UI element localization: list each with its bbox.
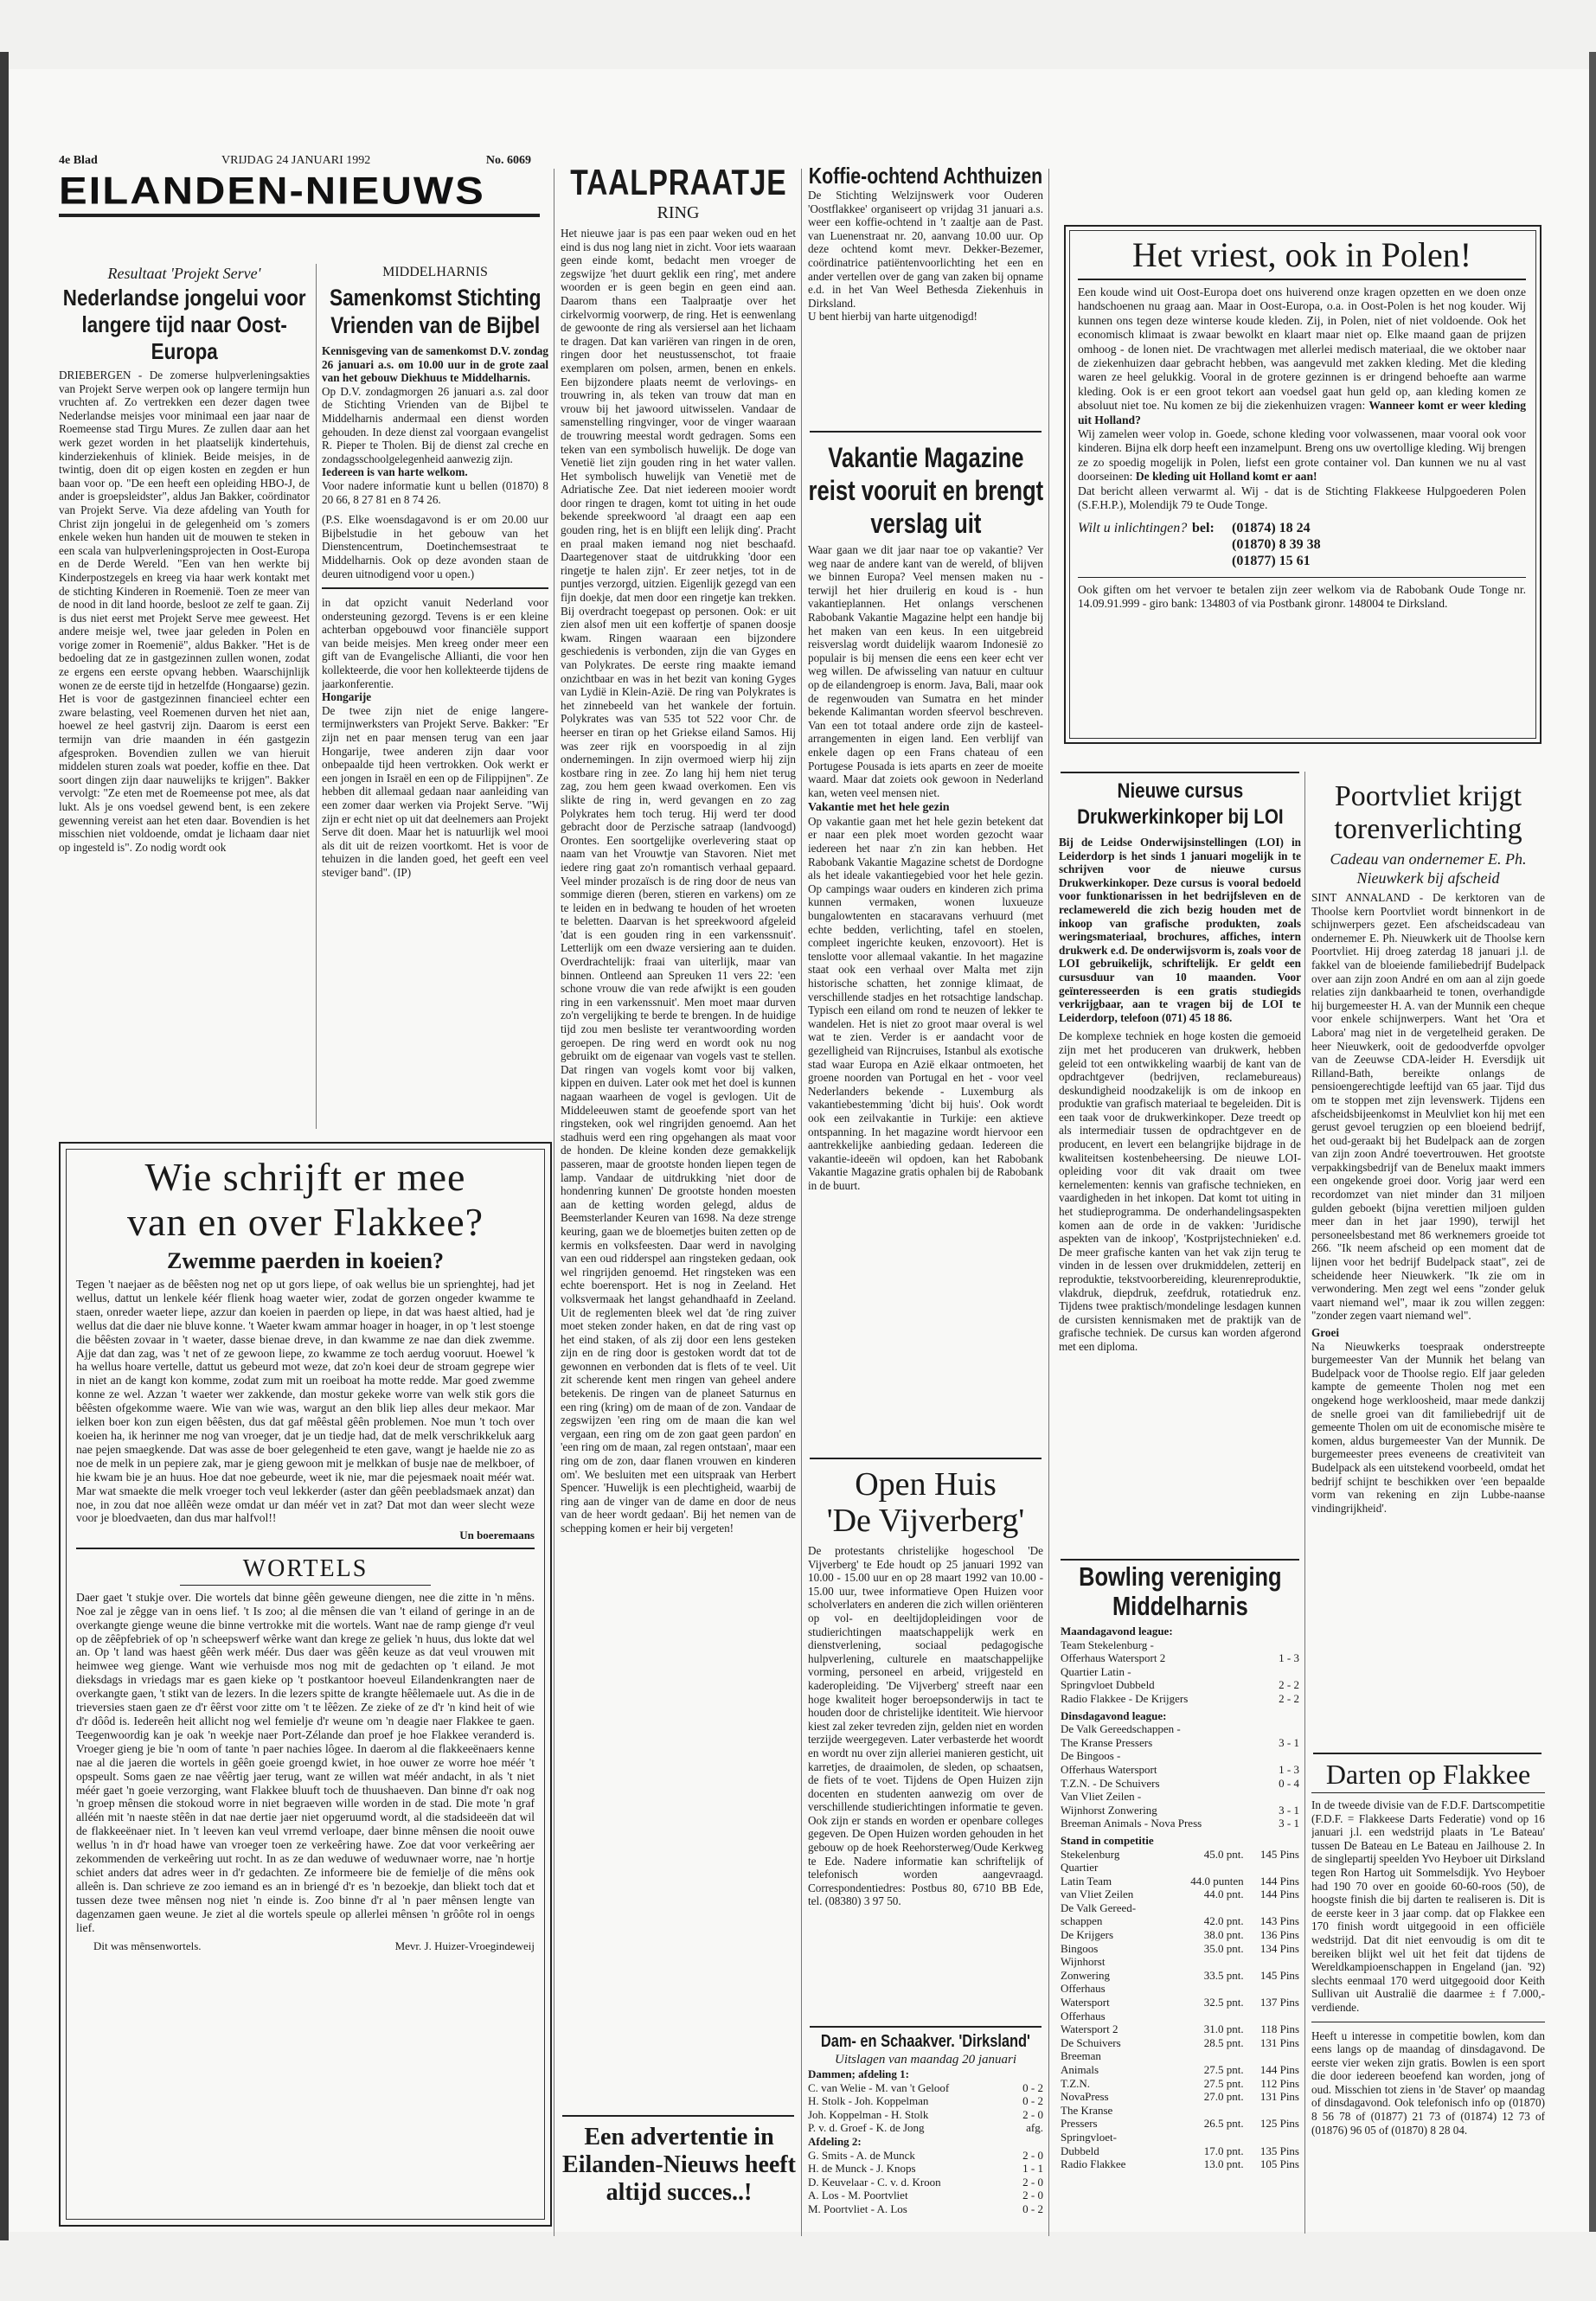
vriest-tel-label: bel:	[1192, 520, 1215, 535]
table-cell	[1244, 1901, 1299, 1915]
table-row	[1061, 2131, 1299, 2144]
bowling-rule	[1061, 1559, 1299, 1561]
table-cell: Van Vliet Zeilen -	[1061, 1790, 1142, 1804]
openhuis-rule	[810, 1458, 1042, 1459]
table-cell: 31.0 pnt.	[1203, 2022, 1244, 2036]
table-cell: 45.0 pnt.	[1203, 1847, 1244, 1861]
table-cell: 3 - 1	[1279, 1735, 1299, 1749]
table-cell: 44.0 pnt.	[1203, 1888, 1244, 1901]
table-cell	[1168, 1861, 1243, 1875]
table-cell: Offerhaus	[1061, 1982, 1106, 1996]
table-cell: T.Z.N.	[1061, 2076, 1091, 2090]
table-cell: 1 - 1	[1022, 2162, 1043, 2176]
vriest-text-block	[1078, 285, 1526, 427]
loi-rule	[1061, 772, 1299, 773]
table-cell: 0 - 2	[1022, 2202, 1043, 2215]
wortels-rule	[180, 1585, 431, 1586]
table-cell: 0 - 2	[1022, 2080, 1043, 2094]
table-row	[1061, 1651, 1299, 1665]
table-row	[1061, 1861, 1299, 1875]
column-divider	[316, 264, 317, 1129]
bowling-heading-2: Dinsdagavond league:	[1061, 1708, 1167, 1722]
column-divider	[1048, 169, 1049, 2236]
table-cell	[1244, 2009, 1299, 2023]
loi-lead: Bij de Leidse Onderwijsinstellingen (LOI) in Leiderdorp is het sinds 1 januari mogelijk in te schrijven voor de nieuwe cursus Drukwerkinkoper. Deze cursus is vooral bedoeld voor funktionarissen in het bedrijfsleven en de reclamewereld die zich bezig houden met de inkoop van grafische produkten, zoals weringsmateriaal, brochures, affiches, intern drukwerk e.d. De onderwijsvorm is, zoals voor de LOI gebruikelijk, schriftelijk. Er geldt een cursusduur van 10 maanden. Voor geïnteresseerden is een gratis studiegids verkrijgbaar, aan te vragen bij de LOI te Leiderdorp, telefoon (071) 45 18 86.	[1059, 836, 1301, 1024]
samenkomst-lead: Kennisgeving van de samenkomst D.V. zondag 26 januari a.s. om 10.00 uur in de grote zaal van het gebouw Diekhuus te Middelharnis.	[322, 344, 548, 385]
table-cell: 2 - 0	[1022, 2189, 1043, 2202]
table-cell: 137 Pins	[1259, 1996, 1299, 2009]
table-cell: Stekelenburg	[1061, 1847, 1120, 1861]
dam-table-2	[808, 2149, 1043, 2216]
table-row	[1061, 2063, 1299, 2077]
koffie-end: U bent hierbij van harte uitgenodigd!	[808, 310, 977, 324]
table-row	[1061, 1928, 1299, 1942]
table-row	[1061, 2049, 1299, 2063]
scan-border-left	[0, 52, 9, 2240]
phone-number: (01870) 8 39 38	[1232, 536, 1321, 552]
table-cell: Quartier	[1061, 1861, 1099, 1875]
table-cell: Breeman	[1061, 2049, 1101, 2063]
vriest-rule	[1078, 279, 1526, 280]
darten-title-rule	[1311, 1792, 1545, 1793]
table-cell	[1168, 1982, 1243, 1996]
bowling-heading-3: Stand in competitie	[1061, 1833, 1154, 1847]
table-row	[1061, 2036, 1299, 2050]
table-cell: 27.5 pnt.	[1203, 2063, 1244, 2076]
table-cell: Animals	[1061, 2063, 1099, 2076]
dam-sub: Uitslagen van maandag 20 januari	[835, 2053, 1016, 2067]
table-cell: De Valk Gereedschappen -	[1061, 1722, 1181, 1736]
table-row	[1061, 1914, 1299, 1928]
loi-title: Nieuwe cursus Drukwerkinkoper bij LOI	[1076, 779, 1284, 829]
koffie-title: Koffie-ochtend Achthuizen	[808, 163, 1043, 189]
table-cell	[1168, 2049, 1243, 2063]
table-row	[1061, 1942, 1299, 1956]
table-cell	[1168, 1955, 1243, 1969]
table-cell	[1244, 2049, 1299, 2063]
table-cell: 2 - 0	[1022, 2175, 1043, 2189]
table-cell	[1168, 2131, 1243, 2144]
table-cell: Bingoos	[1061, 1941, 1099, 1955]
poortvliet-text2: Na Nieuwkerks toespraak onderstreepte burgemeester Van der Munnik het belang van Budelpack voor de Thoolse regio. Elf jaar geleden kampte de gemeente Tholen nog met een ongekend hoge werkloosheid, maar mede dankzij de snelle groei van dit familiebedrijf uit de gemeente Tholen om uit de economische misère te komen, aldus burgemeester Van der Munnik. De burgemeester prees eveneens de creativiteit van Budelpack als een uitstekend voorbeeld, omdat het bedrijf schijnt te beschikken over 'een bepaalde vorm van rekening en zijn Lubbe-naanse vindingrijkheid'.	[1311, 1339, 1545, 1515]
table-cell	[1168, 1901, 1243, 1915]
hongarije-text: De twee zijn niet de enige langere-termijnwerksters van Projekt Serve. Bakker: "Er zijn net en paar mensen terug van een jaar Hongarije, twee anderen zijn daar voor onbepaalde tijd heen vertrokken. Ook werkt er een jongen in Israël en een op de Filippijnen". Ze hebben dit allemaal gedaan naar aanleiding van een zomer daar werken via Projekt Serve. "Wij zijn er echt niet op uit dat deelnemers aan Projekt Serve dit doen. Maar het is natuurlijk wel mooi als dit uit de reizen voortkomt. Het is voor de tehuizen in die landen goed, het geeft een veel steviger band". (IP)	[322, 703, 548, 879]
table-row	[1061, 2144, 1299, 2158]
serve-title: Nederlandse jongelui voor langere tijd naar Oost-Europa	[62, 285, 306, 364]
table-row	[1061, 1955, 1299, 1969]
vriest-footer-rule	[1078, 577, 1526, 578]
darten-text: In de tweede divisie van de F.D.F. Dartscompetitie (F.D.F. = Flakkeese Darts Federatie) vond op 16 januari j.l. een wedstrijd plaats in 'Le Bateau' tussen De Bateau en Le Bateau en Jailhouse 2. In de singlepartij speelden Yvo Heyboer uit Dirksland tegen Ron Hartog uit Sommelsdijk. Yvo Heyboer had 190 70 over en gooide 60-60-roos (50), de hoogste finish die bij darten te realiseren is. Dit is de eerste keer in 3 jaar comp. dat op Flakkee een 170 finish wordt uitgegooid in een officiële wedstrijd. Dat dit niet eenvoudig is om dit te bereiken blijkt wel uit het feit dat tijdens de Wereldkampioenschappen in Engeland (jan. '92) slechts eenmaal 170 werd uitgegooid door Keith Sullivan uit Australië die daarmee ± f 7.000,- verdiende.	[1311, 1798, 1545, 2014]
table-row	[1061, 2077, 1299, 2091]
table-row	[1061, 2009, 1299, 2023]
table-cell: P. v. d. Groef - K. de Jong	[808, 2121, 925, 2135]
samenkomst-place: MIDDELHARNIS	[382, 265, 488, 279]
table-cell: 2 - 2	[1279, 1691, 1299, 1705]
table-cell: Pressers	[1061, 2117, 1098, 2131]
vakantie-text2: Op vakantie gaan met het hele gezin betekent dat er naar een plek moet worden gezocht waar iedereen het naar z'n zin kan hebben. Het Rabobank Vakantie Magazine schetst de Dordogne als het ideale vakantiegebied voor het hele gezin. Op campings waar ouders en kinderen zich prima kunnen vermaken, wonen luxueuze bungalowtenten en stacaravans verhuurd (met echte bedden, verlichting, tafel en stoelen, compleet ingerichte keuken, enzovoort). Het is tenslotte voor allemaal vakantie. In het magazine staat ook een verhaal over Malta met zijn historische schatten, het zonnige klimaat, de verschillende stadjes en het rotsachtige landschap. Typisch een eiland om rond te neuzen of lekker te wandelen. Het is niet zo groot maar overal is wel wat te zien. Verder is er aandacht voor de gezelligheid van Rijncruises, Istanbul als exotische stad waar Europa en Azië elkaar ontmoeten, het groene noorden van Portugal en het - voor veel Nederlanders bekende - Luxemburg als vakantiebestemming 'dicht bij huis'. Ook wordt ook een zeilvakantie in Turkije: een aktieve ontspanning. In het magazine wordt hiervoor een aantrekkelijke aanbieding gedaan. Iedereen die vakantie-ideeën wil opdoen, kan het Rabobank Vakantie Magazine gratis ophalen bij de Rabobank in de buurt.	[808, 814, 1043, 1192]
wortels-end	[76, 1939, 535, 1953]
table-cell: 26.5 pnt.	[1203, 2117, 1244, 2131]
vakantie-rule	[810, 431, 1042, 433]
vriest-contact	[1078, 520, 1526, 572]
phone-number: (01877) 15 61	[1232, 553, 1311, 568]
dam-rule	[810, 2026, 1042, 2028]
table-cell: 131 Pins	[1259, 2035, 1299, 2049]
flakkee-title-1: Wie schrijft er mee	[144, 1155, 466, 1199]
table-row	[1061, 1763, 1299, 1777]
table-cell	[1168, 2104, 1243, 2118]
bowling-info: Heeft u interesse in competitie bowlen, kom dan eens langs op de maandag of dinsdagavond. De eerste vier weken zijn gratis. Bowlen is een sport die door iedereen beoefend kan worden, jong of oud. Misschien tot ziens in 'de Staver' op maandag of dinsdagavond. Ook telefonisch info op (01870) 8 56 78 of (01877) 21 73 of (01874) 12 73 of (01876) 96 05 of (01870) 8 28 04.	[1311, 2029, 1545, 2137]
table-cell: 2 - 0	[1022, 2148, 1043, 2162]
vriest-footer: Ook giften om het vervoer te betalen zijn zeer welkom via de Rabobank Oude Tonge nr. 14.09.91.999 - giro bank: 134803 of via Postbank gironr. 148004 te Dirksland.	[1078, 582, 1526, 610]
serve-text: DRIEBERGEN - De zomerse hulpverleningsakties van Projekt Serve werpen ook op langere termijn hun vruchten af. Zo vertrekken een dezer dagen twee Nederlandse meisjes voor minimaal een jaar naar de Roemeense stad Tirgu Mures. Ze zullen daar aan het werk gezet worden in het plaatselijk kindertehuis, kinderziekenhuis of kliniek. Beide meisjes, in de twintig, doen dit op eigen kosten en zegden er hun baan voor op. "De een heeft een opleiding HBO-J, de ander is groepsleidster", aldus Jan Bakker, coördinator van Projekt Serve. Via deze afdeling van Youth for Christ zijn jongelui in de gelegenheid om 's zomers enkele weken hun handen uit de mouwen te steken in een scala van hulpverleningsprojecten in Oost-Europa en de Derde Wereld. "Een van hen werkte bij Kinderpostzegels en kreeg via haar werk kontakt met de stichting Kinderen in Roemenië. Toen ze meer van de nood in dit land hoorde, besloot ze zelf te gaan. Zij is dus niet eerst met Projekt Serve mee geweest. Het andere meisje wel, twee jaar geleden in Polen en vorige zomer in Roemenië", aldus Bakker. "Het is de bedoeling dat ze in gastgezinnen zullen wonen, zodat ze ergens een eerste opvang hebben. Waarschijnlijk wonen ze de eerste tijd in hetzelfde (Hongaarse) gezin. Het is voor de gastgezinnen financieel echter een zware belasting, veel Roemenen durven het niet aan, hoewel ze heel gastvrij zijn. Daarom is eerst een termijn van drie maanden in één gastgezin afgesproken. Bovendien zullen we van hieruit middelen sturen zoals wat poeder, koffie en thee. Dat soort dingen zijn daar nauwelijks te krijgen". Bakker vervolgt: "Ze eten met de Roemeense pot mee, als dat lukt. Als je ons voedsel gewend bent, is een zekere gewenning vereist aan het eten daar. Bovendien is het misschien niet voldoende, omdat je lichaam daar niet op ingesteld is". Zo nodig wordt ook	[59, 369, 310, 854]
issue-number: No. 6069	[485, 154, 531, 167]
vakantie-sub: Vakantie met het hele gezin	[808, 801, 950, 815]
vriest-title: Het vriest, ook in Polen!	[1131, 235, 1472, 274]
table-cell: 144 Pins	[1259, 1888, 1299, 1901]
page-number: 4e Blad	[59, 154, 98, 167]
vriest-bold-1: Wanneer komt er weer kleding uit Holland?	[1078, 399, 1526, 426]
table-row	[1061, 2157, 1299, 2171]
table-cell: NovaPress	[1061, 2090, 1109, 2104]
samenkomst-welcome: Iedereen is van harte welkom.	[322, 465, 468, 479]
poortvliet-text: SINT ANNALAND - De kerktoren van de Thoolse kern Poortvliet wordt binnenkort in de schijnwerpers gezet. Een afscheidscadeau van ondernemer E. Ph. Nieuwkerk uit de Thoolse kern Poortvliet. Hij droeg zaterdag 18 januari j.l. de fakkel van de bloeiende familiebedrijf Budelpack over aan zijn zoon André en om aan al zijn goede relaties zijn dankbaarheid te tonen, overhandigde hij burgemeester H. A. van der Munnik een cheque voor enkele schijnwerpers. Want het 'Ora et Labora' mag niet in de vergetelheid geraken. De heer Nieuwkerk, ooit de gedoodverfde opvolger van de Zeeuwse CDA-leider H. Eversdijk uit Rilland-Bath, bereikte onlangs de pensioengerechtigde leeftijd van 65 jaar. Tijd dus om te stoppen met zijn levenswerk. Tijdens een afscheidsbijeenkomst in Meulvliet kon hij met een gerust gevoel terugzien op een bloeiend bedrijf, het oud-geraakt bij het Budelpack aan de zorgen van zijn zoon André toevertrouwen. Het grootste verpakkingsbedrijf van de Benelux maakt immers een ongekende groei door. Vorig jaar werd een recordomzet van niet minder dan 31 miljoen gulden geboekt (bijna verettien miljoen gulden meer dan in het jaar 1990), terwijl het personeelsbestand met 86 werknemers groeide tot 266. "Ik neem afscheid op een moment dat de lijnen voor het bedrijf Budelpack staat", zei de scheidende heer Nieuwkerk. "Ik zie om in verwondering. Men zegt wel eens "zonder geluk vaart niemand wel", maar ik zou willen zeggen: "zonder zegen vaart niemand wel".	[1311, 891, 1545, 1323]
table-cell: 136 Pins	[1259, 1928, 1299, 1942]
masthead-logo	[59, 171, 543, 213]
table-cell: 125 Pins	[1259, 2117, 1299, 2131]
dam-table-1	[808, 2081, 1043, 2135]
koffie-text: De Stichting Welzijnswerk voor Ouderen 'Oostflakkee' organiseert op vrijdag 31 januari a.s. weer een koffie-ochtend in 't zaaltje aan de Past. van Luenenstraat nr. 20, aanvang 10.00 uur. Op deze ochtend komt mevr. Dekker-Bezemer, coördinatrice patiëntenvoorlichting het een en ander vertellen over de gang van zaken bij opname e.d. in het Van Weel Bethesda Ziekenhuis in Dirksland.	[808, 189, 1043, 310]
table-cell: H. de Munck - J. Knops	[808, 2162, 916, 2176]
table-cell: 2 - 0	[1022, 2107, 1043, 2121]
table-cell	[1244, 2131, 1299, 2144]
table-cell: D. Keuvelaar - C. v. d. Kroon	[808, 2175, 941, 2189]
table-cell: Offerhaus Watersport	[1061, 1762, 1157, 1776]
flakkee-rule	[76, 1548, 535, 1549]
table-row	[1061, 1969, 1299, 1983]
table-cell: Watersport	[1061, 1996, 1110, 2009]
table-cell	[1244, 1982, 1299, 1996]
advert-box	[562, 2124, 796, 2227]
poortvliet-title: Poortvliet krijgt torenverlichting	[1334, 780, 1522, 845]
samenkomst-article	[322, 264, 548, 1138]
table-row	[808, 2189, 1043, 2202]
table-cell: T.Z.N. - De Schuivers	[1061, 1776, 1160, 1790]
vakantie-text: Waar gaan we dit jaar naar toe op vakantie? Ver weg naar de andere kant van de wereld, of blijven we binnen Europa? Veel mensen maken nu - terwijl het hier druilerig en koud is - hun vakantieplannen. Het onlangs verschenen Rabobank Vakantie Magazine helpt een handje bij het maken van een keus. In een uitgebreid reisverslag wordt duidelijk waarom Indonesië zo populair is bij mensen die eens een keer echt ver weg willen. De afwisseling van natuur en cultuur op de eilandengroep is enorm. Java, Bali, maar ook de regenwouden van Sumatra en het minder bekende Kalimantan worden sfeervol beschreven. Van een tot totaal andere orde zijn de kasteel-arrangementen in eigen land. Een verblijf van enkele dagen op een Frans chateau of een Portugese Pousada is iets aparts en zeer de moeite waard. Maar dat zoiets ook gewoon in Nederland kan, weten veel mensen niet.	[808, 543, 1043, 799]
table-row	[1061, 1982, 1299, 1996]
darten-article	[1311, 1758, 1545, 2229]
table-cell: 145 Pins	[1259, 1847, 1299, 1861]
table-row	[1061, 1722, 1299, 1736]
table-row	[1061, 2104, 1299, 2118]
vriest-text3: Dat bericht alleen verwarmt al. Wij - dat is de Stichting Flakkeese Hulpgoederen Polen (S.F.H.P.), Molendijk 79 te Oude Tonge.	[1078, 484, 1526, 512]
table-row	[1061, 1736, 1299, 1750]
table-cell: 134 Pins	[1259, 1941, 1299, 1955]
table-cell: 135 Pins	[1259, 2144, 1299, 2157]
taalpraatje-sub: RING	[657, 203, 700, 222]
flakkee-author: Un boeremaans	[459, 1529, 535, 1542]
table-cell: 35.0 pnt.	[1203, 1941, 1244, 1955]
flakkee-text: Tegen 't naejaer as de bêêsten nog net op ut gors liepe, of oak wellus bie un sprienghtej, had jet wellus, dattut un lenkele kéér flienk hoag waeter wier, zodat de gorzen ongeder kwamme te staen, onreder waeter liepe, azzur dan koeien in paerden op liepe, in dat was haest altied, had je wellus dat die daer nie bluve konne. 't Waeter kwam ammar hoager in hoager, in op 't lest stoenge die bêêsten zovaar in 't waeter, dasse bienae dreve, in dan kwamme ze nae dan diek zwemme. Ajje dat dan zag, was 't net of ze gewoon liepe, zo kwamme ze toch aerdug vooruut. Hoewel 'k ha wellus hoare vertelle, dattut us gebeurd mot weze, dat zo'n koei deur de stroam gegrepe wier in niet an de kangt kon komme, zodat zum mit un roeiboat ha motte redde. Mar goed zwemme konne ze wel. Azzan 't waeter wer zakkende, dan mostur gekeke worre van welk stik gors die bêêsten ofgekomme waere. Wie van wie was, wargut an den blik liep alles deur mekaor. Mar ielken boer kon zun eigen bêêsten, dus dat gaf mêêstal gêên problemen. Noe mun 't toch over koeien ha, ik herinner me nog van vroeger, dat je un tiedje had, dat de melk verschrikkeluk aarg nae pejen smaegkende. Dat was asse de boer gelegenheid te eten gave, wangt je haelde nie zo as noe de melk in un pepiere zak, mar je gieng gewoon mit je melkkan of busje nae de melkboer, of hie kwam bie je an huus. Hoe dat noe gebeurde, weet ik nie, mar die pejesmaek noait méér wat. Mar wat smaekte die melk vroeger toch veul lekkerder (aster dan gêên peebladsmaek anzat) dan noe, in zou dat noe allêên weze omdat ur dan méér vet in zat? Dat mot dan weer slecht weze voor je bloedvaeten, dan dus mar halfvol!!	[76, 1278, 535, 1525]
table-cell: 3 - 1	[1279, 1803, 1299, 1817]
table-cell: Dubbeld	[1061, 2144, 1099, 2157]
dam-title: Dam- en Schaakver. 'Dirksland'	[820, 2032, 1031, 2051]
table-cell: 28.5 pnt.	[1203, 2035, 1244, 2049]
table-cell: De Valk Gereed-	[1061, 1900, 1137, 1914]
table-cell: Offerhaus Watersport 2	[1061, 1651, 1166, 1665]
vriest-text: Een koude wind uit Oost-Europa doet ons huiverend onze kragen opzetten en we doen onze handschoenen nu graag aan. Maar in Oost-Europa, o.a. in Oost-Polen is het nog kouder. Wij kunnen ons tegen deze winterse koude kleden. Zij, in Polen, niet of niet voldoende. Ook het economisch klimaat is zwaar bewolkt en klaart maar niet op. Elke maand gaan de prijzen omhoog - de lonen niet. De vrachtwagen met allerlei medisch materiaal, die we oktober naar de ziekenhuizen daar gebracht hebben, was aangevuld met zakken kleding. Met die kleding waren ze heel gelukkig. Vooral in de grotere gezinnen is er dringend behoefte aan warme kleding. Ook is er een groot tekort aan voedsel gaat hun geld op, aan kleding komen ze absoluut niet toe. Nu komen ze bij die ziekenhuizen vragen:	[1078, 285, 1526, 413]
table-cell: 27.0 pnt.	[1203, 2090, 1244, 2104]
dam-article	[808, 2031, 1043, 2234]
serve-continued: in dat opzicht vanuit Nederland voor ondersteuning gezorgd. Tevens is er een kleine achterban opgebouwd voor financiële support van beide meisjes. Men kreeg onder meer een gift van de Evangelische Allianti, die voor hen kollekteerde, die voor hen kollekteerde tijdens de jaarkonferentie.	[322, 596, 548, 690]
bowling-article	[1061, 1562, 1299, 2237]
table-cell: 13.0 pnt.	[1203, 2157, 1244, 2171]
table-cell: The Kranse	[1061, 2103, 1113, 2117]
table-cell: Radio Flakkee	[1061, 2157, 1126, 2171]
table-row	[1061, 1875, 1299, 1888]
bowling-title: Bowling vereniging Middelharnis	[1078, 1562, 1282, 1621]
table-cell: H. Stolk - Joh. Koppelman	[808, 2094, 929, 2108]
vriest-article	[1078, 234, 1526, 735]
openhuis-text: De protestants christelijke hogeschool 'De Vijverberg' te Ede houdt op 25 januari 1992 van 10.00 - 15.00 uur en op 28 maart 1992 van 10.00 - 15.00 uur, twee informatieve Open Huizen voor scholverlaters en anderen die zich willen oriënteren op vol- en deeltijdopleidingen voor de studierichtingen maatschappelijk werk en dienstverlening, sociaal pedagogische hulpverlening, culturele en maatschappelijke vorming, personeel en arbeid, vrijgesteld en kaderopleiding. 'De Vijverberg' streeft naar een hoge kwaliteit hoger beroepsonderwijs in tact te houden door de christelijke identiteit. Wie hiervoor kiest zal zeker tevreden zijn, gelden niet en worden terzijde weergegeven. Later verbasterde het woordt en wordt nu over zijn alleriei manieren gesticht, uit karretjes, de draaimolen, de sleden, op schaatsen, de fiets of te voet. Tijdens de Open Huizen zijn docenten en studenten aanwezig om over de verschillende studierichtingen informatie te geven. Ook zijn er stands en worden er openbare colleges gegeven. De Open Huizen worden gehouden in het gebouw op de hoek Reehorsterweg/Oude Kerkweg te Ede. Nadere informatie kan schriftelijk of telefonisch worden aangevraagd. Correspondentiedres: Postbus 80, 6710 BB Ede, tel. (08380) 3 97 50.	[808, 1544, 1043, 1908]
table-row	[1061, 1888, 1299, 1901]
darten-rule	[1313, 1753, 1542, 1754]
table-cell: De Bingoos -	[1061, 1749, 1121, 1763]
table-cell: 38.0 pnt.	[1203, 1928, 1244, 1942]
table-cell: schappen	[1061, 1914, 1103, 1928]
table-cell: Zonwering	[1061, 1968, 1111, 1982]
table-cell: M. Poortvliet - A. Los	[808, 2202, 907, 2215]
vriest-text2: Wij zamelen weer volop in. Goede, schone kleding voor volwassenen, maar vooral ook voor kinderen. Bijna elk dorp heeft een inzamelpunt. Breng ons uw overtollige kleding. Wij brengen ze zo spoedig mogelijk in Polen, liefst een grote container vol. Dan kunnen we nu al vast doorseinen:	[1078, 427, 1526, 484]
vriest-phones	[1232, 520, 1321, 569]
table-row	[808, 2162, 1043, 2176]
flakkee-title-2: van en over Flakkee?	[126, 1200, 484, 1244]
table-row	[808, 2149, 1043, 2163]
table-row	[1061, 1749, 1299, 1763]
table-cell: 1 - 3	[1279, 1762, 1299, 1776]
table-cell: Joh. Koppelman - H. Stolk	[808, 2107, 929, 2121]
openhuis-title-2: 'De Vijverberg'	[826, 1503, 1025, 1539]
table-cell: 144 Pins	[1259, 1874, 1299, 1888]
table-cell: 105 Pins	[1259, 2157, 1299, 2171]
table-cell: Latin Team	[1061, 1874, 1112, 1888]
table-cell: van Vliet Zeilen	[1061, 1888, 1134, 1901]
table-cell	[1266, 1665, 1299, 1679]
table-row	[808, 2176, 1043, 2189]
poortvliet-sub: Cadeau van ondernemer E. Ph. Nieuwkerk bij afscheid	[1330, 850, 1527, 887]
table-cell	[1244, 1955, 1299, 1969]
wortels-text: Daer gaet 't stukje over. Die wortels dat binne gêên geweune diengen, nee die zitte in 'n mêns. Noe zal je zêgge van in oens lief. 't Is zoo; al die mênsen die van 't eiland of geringe in an de overkangte gienge weune die binne vertrokke mit die wortels. Want nae de ramp gienge d'r veul op de zêêpfebriek of op 'n scheepswerf wêrke want dan krege ze geliek 'n huus, dus lokte dat wel an. Op 't land was haest gêên werk méér. Dus daer was gêên keuze as dat veul vrouwen mit heimwee weg gienge. Want wie verhuisde mos nog mit de gedachten op 't eiland. Je mot dieksdags in vriedags mar es gaen kieke op 't postkantoor hoeveul Eilandenkrangten naer de overkangte gaen, 't stikt van de lezers. In die lezers spitte de krangte hêêlemaele uut. As die in de trieversies staen gaen ze d'r êêrst voor zitte om 't te lêêzen. Ze zieke of ze d'r 'n kind heit of wie d'r dôôd is. Iedereên heit allicht nog wel femielje d'r weune om 'n deagie naer Flakkee te gaen. Teegenwoordig kan je oak 'n weekje naer Port-Zélande dan proef je hoe Flakkee veranderd is. Vroeger gieng je bie 'n oom of tante 'n paer nachies lôgee. In daerom al die flakkeeënaers kenne nae al die jaeren die wortels in gêên goeie groengd kwiet, in hoe ouwer ze worre hoe méér 't opspeult. Soms gaen ze nae vêêrtig jaer terug, want ze willen wat méér andacht, in als 't niet méér gaet 'n goeie verzorging, want Flakkee bluuft toch de thuushaeven. Dan binne d'r oak nog 'n groep mênsen die stokoud worre in niet begraeven wille worden in de stad. Die mote 'n graf alléén mit 'n naeste stêên in dat nae dertie jaer niet opgeruumd wordt, al die stadsideeën dat wil de flakkeeënaer niet. In 't leeven kan veul vrremd verloape, daer binne mênsen die nooit ouwe wellus 'n in d'r hoad hawe van vroeger toen ze verkeêring hawe. Zoe dat voor verkeêring aer zekommenden de verkeêring uut rocht. In as ze dan weduwe of weduwnaer worre, nae 'n hortje schiet anders dat adres weer in d'r gedachten. Ze informeere bie de femielje of die mêns ook alleên is. Dan schrieve ze zoo iemand es an in briengé d'r es 'n bezoekje, dan bliekt toch dat et tussen deze twee mênsen nog niet 'n einde is. Zoo binne d'r al 'n paer mênsen lengte van dagenzamen gaen weune. Je ziet al die wortels speule op allerlei mênsen 'n grôôte rol in oengs lief.	[76, 1590, 535, 1934]
table-cell: 112 Pins	[1260, 2076, 1299, 2090]
hongarije-heading: Hongarije	[322, 690, 372, 704]
table-row	[1061, 1678, 1299, 1692]
advert-text: Een advertentie in Eilanden-Nieuws heeft altijd succes..!	[562, 2124, 796, 2206]
openhuis-title-1: Open Huis	[855, 1466, 997, 1503]
table-cell: 144 Pins	[1259, 2063, 1299, 2076]
table-row	[1061, 1901, 1299, 1915]
table-cell	[1269, 1790, 1299, 1804]
serve-article	[59, 264, 310, 1138]
table-cell	[1266, 1638, 1299, 1652]
table-cell: 1 - 3	[1279, 1651, 1299, 1665]
table-cell: 27.5 pnt.	[1203, 2076, 1244, 2090]
wortels-title: WORTELS	[242, 1554, 369, 1582]
table-cell: 0 - 4	[1279, 1776, 1299, 1790]
poortvliet-sub2: Groei	[1311, 1326, 1339, 1339]
flakkee-sub: Zwemme paerden in koeien?	[167, 1248, 444, 1273]
phone-number: (01874) 18 24	[1232, 520, 1311, 535]
newspaper-page	[9, 69, 1589, 2232]
vriest-info-label: Wilt u inlichtingen?	[1078, 520, 1188, 535]
bowling-table-1	[1061, 1638, 1299, 1706]
table-row	[1061, 2090, 1299, 2104]
taalpraatje-text: Het nieuwe jaar is pas een paar weken oud en het eind is dus nog lang niet in zicht. Voor iets waaraan geen einde komt, bedacht men vroeger de zegswijze 'het duurt geklik een ring', met andere woorden er is geen begin en geen eind aan. Daarom thans een Taalpraatje over het cirkelvormig voorwerp, de ring. Het is eenwenlang de gewoonte de ring als versiersel aan het lichaam te dragen. Dat kan variëren van ringen in de oren, ringen door het neustussenschot, tot fraaie exemplaren om polsen, armen, benen en enkels. Een bijzondere plaats neemt de verlovings- en trouwring in, als teken van trouw dat man en vrouw bij het jawoord uitwisselen. Vandaar de samenstelling ringvinger, voor de vinger waaraan de trouwring meestal wordt gedragen. Soms een teken van een symbolisch huwelijk. De doge van Venetië liet zijn gouden ring in het water vallen. Het symbolisch huwelijk van Venetië met de Adriatische Zee. Dat niet iedereen mooier wordt door ringen te dragen, komt tot uiting in het oude bekende spreekwoord 'al draagt een aap een gouden ring, het is en blijft een lelijk ding'. Pracht en praal maken iemand nog niet beschaafd. Daartegenover staat de uitdrukking 'door een ringetje te halen zijn'. Er zeer netjes, tot in de puntjes verzorgd, uitzien. Eigenlijk gezegd van een fijn doekje, dat men door een ringetje kan trekken. Bij overdracht toegepast op personen. Ook: er uit zien alsof men uit een koffertje of spanen doosje kwam. Ringen waaraan een bijzondere geschiedenis is verbonden, zijn die van Gyges en van Polykrates. De eerste ring maakte iemand onzichtbaar en was in het bezit van koning Gyges van Lydië in Klein-Azië. De ring van Polykrates is het zinnebeeld van het wankele der fortuin. Polykrates was van 535 tot 522 voor Chr. de heerser en tiran op het Griekse eiland Samos. Hij was zeer rijk en voorspoedig in al zijn ondernemingen. In zijn overmoed wierp hij zijn kostbare ring in zee. Zo lang hij hem niet terug zag, zou hem geen kwaad overkomen. Een vis slikte de ring in, werd gevangen en zo zag Polykrates hem toch terug. Hij werd ter dood gebracht door de Perzische satraap (landvoogd) Orontes. Een soortgelijke overlevering staat op naam van het Vrouwtje van Stavoren. Niet met iedere ring gaat zo'n romantisch verhaal gepaard. Veel minder prozaïsch is de ring door de neus van sommige dieren (beren, stieren en varkens) om ze te leiden en in bedwang te houden of het wroeten te beletten. Daarvan is het spreekwoord afgeleid 'dat is een gouden ring in een varkenssnuit'. Letterlijk om een dwaze versiering aan te duiden. Overdrachtelijk: fraai van uiterlijk, maar van binnen. Ontleend aan Spreuken 11 vers 22: 'een schone vrouw die van rede afwijkt is een gouden ring in een varkenssnuit'. Men moet maar durven zo'n vergelijking te berde te brengen. In de huidige tijd zou men besliste ter verantwoording worden geroepen. De ring werd en wordt ook nu nog gebruikt om de eigenaar van vogels vast te stellen. Dat ringen van vogels komt voor bij valken, kippen en duiven. Later ook met het doel is kunnen nagaan waarheen de vogel is gevlogen. Uit de Middeleeuwen stamt de geoefende sport van het ringsteken, ook wel ringrijden genoemd. Aan het stadhuis werd een ring opgehangen als maat voor de honden. De kleine konden deze gemakkelijk passeren, maar de grootste honden liepen tegen de lamp. Vandaar de uitdrukking 'niet door de hondenring kunnen' De grootste honden moesten aan de ketting worden gelegd, aldus de Beemsterlander Keuren van 1698. Na deze strenge keuring, gaan we de bloemetjes buiten zetten op de kermis en volksfeesten. Daar werd in navolging van een oud ridderspel aan ringsteken gedaan, ook wel ringrijden genoemd. Het ringsteken was een echte boerensport. Het is nog in Zeeland. Het volksvermaak het langst gehandhaafd in Zeeland. Uit de reglementen bleek wel dat 'de ring zuiver moet steken zonder haken, en dat de ring vast op het eind staken, of als zij door een lens gesteken zijn en de ring door is gestoken wordt dat tot de gewonnen en verbonden dat is flets of te veel. Uit zit scherende kent men ringen van geheel andere betekenis. De ringen van de planeet Saturnus en een ring (kring) om de maan of de zon. Vandaar de zegswijzen 'een ring om de maan die kan wel vergaan, een ring om de zon gaat geen pardon' en 'een ring om de maan, zal regen ontstaan', maar een ring om de zon, daar flanen vrouwen en kinderen om'. We besluiten met een uitspraak van Herbert Spencer. 'Huwelijk is een plechtigheid, waarbij de ring aan de vinger van de dame en door de neus van de heer wordt gedaan'. Bij het nemen van de schepping komen er heir bij vergeten!	[561, 227, 796, 1535]
table-cell: 32.5 pnt.	[1203, 1996, 1244, 2009]
dam-heading-1: Dammen; afdeling 1:	[808, 2067, 909, 2080]
samenkomst-ps: (P.S. Elke woensdagavond is er om 20.00 uur Bijbelstudie in het gebouw van het Dienstencentrum, Doetinchemsestraat te Middelharnis. Ook op deze avonden staan de deuren uitnodigend voor u open.)	[322, 513, 548, 580]
table-cell: 0 - 2	[1022, 2094, 1043, 2108]
table-cell: 131 Pins	[1259, 2090, 1299, 2104]
table-cell	[1244, 2104, 1299, 2118]
table-row	[1061, 1996, 1299, 2009]
serve-kicker: Resultaat 'Projekt Serve'	[107, 265, 261, 282]
table-cell: G. Smits - A. de Munck	[808, 2148, 915, 2162]
darten-title: Darten op Flakkee	[1325, 1759, 1531, 1790]
samenkomst-title: Samenkomst Stichting Vrienden van de Bijbel	[329, 285, 542, 338]
logo-text: EILANDEN-NIEUWS	[59, 171, 485, 213]
table-cell: A. Los - M. Poortvliet	[808, 2189, 908, 2202]
table-cell: Springvloet-	[1061, 2130, 1117, 2144]
wortels-author: Mevr. J. Huizer-Vroegindeweij	[394, 1939, 535, 1953]
vakantie-title: Vakantie Magazine reist vooruit en brengt verslag uit	[808, 442, 1043, 539]
table-cell	[1244, 1861, 1299, 1875]
table-cell: Wijnhorst Zonwering	[1061, 1803, 1157, 1817]
dam-heading-2: Afdeling 2:	[808, 2134, 862, 2148]
table-cell: 3 - 1	[1279, 1817, 1299, 1830]
table-cell: 145 Pins	[1259, 1968, 1299, 1982]
table-row	[1061, 2117, 1299, 2131]
samenkomst-info: Voor nadere informatie kunt u bellen (01870) 8 20 66, 8 27 81 en 8 74 26.	[322, 478, 548, 506]
issue-date: VRIJDAG 24 JANUARI 1992	[221, 154, 371, 167]
bowling-stand-table	[1061, 1848, 1299, 2171]
table-cell: De Schuivers	[1061, 2035, 1121, 2049]
flakkee-article	[76, 1155, 535, 2219]
table-cell: Breeman Animals - Nova Press	[1061, 1817, 1202, 1830]
table-row	[808, 2121, 1043, 2135]
table-cell: 118 Pins	[1260, 2022, 1299, 2036]
bowling-table-2	[1061, 1722, 1299, 1830]
table-row	[1061, 1848, 1299, 1862]
table-row	[808, 2108, 1043, 2122]
table-cell	[1168, 2009, 1243, 2023]
taalpraatje-article	[561, 163, 796, 2113]
table-cell	[1269, 1722, 1299, 1736]
table-cell: afg.	[1026, 2121, 1043, 2135]
taalpraatje-title: TAALPRAATJE	[569, 163, 787, 202]
table-cell: De Krijgers	[1061, 1928, 1114, 1942]
table-row	[1061, 1777, 1299, 1791]
table-cell: The Kranse Pressers	[1061, 1735, 1153, 1749]
samenkomst-text: Op D.V. zondagmorgen 26 januari a.s. zal door de Stichting Vrienden van de Bijbel te Middelharnis andermaal een dienst worden gehouden. In deze dienst zal voorgaan evangelist R. Pieper te Tholen. Bij de dienst zal creche en zondagsschoolgelegenheid aanwezig zijn.	[322, 384, 548, 465]
table-cell: 2 - 2	[1279, 1678, 1299, 1692]
table-cell: C. van Welie - M. van 't Geloof	[808, 2080, 950, 2094]
scan-border-right	[1589, 52, 1596, 2232]
table-cell: 33.5 pnt.	[1203, 1968, 1244, 1982]
table-row	[808, 2202, 1043, 2216]
column-divider	[1304, 772, 1305, 2234]
table-cell: 143 Pins	[1259, 1914, 1299, 1928]
bowling-heading-1: Maandagavond league:	[1061, 1625, 1173, 1638]
openhuis-article	[808, 1466, 1043, 2020]
table-cell: Springvloet Dubbeld	[1061, 1678, 1155, 1692]
masthead-rule	[59, 214, 540, 217]
table-row	[1061, 1692, 1299, 1706]
table-row	[1061, 1665, 1299, 1679]
table-cell: 17.0 pnt.	[1203, 2144, 1244, 2157]
koffie-article	[808, 163, 1043, 426]
table-cell: 42.0 pnt.	[1203, 1914, 1244, 1928]
advert-rule	[562, 2115, 794, 2117]
table-row	[1061, 1790, 1299, 1804]
loi-text: De komplexe techniek en hoge kosten die gemoeid zijn met het produceren van drukwerk, hebben geleid tot een ontwikkeling waarbij de kant van de opdrachtgever (bedrijven, reclamebureaus) deskundigheid noodzakelijk is om de inkoop en produktie van grafisch materiaal te begeleiden. Dit is een taak voor de drukwerkinkoper. Deze treedt op als intermediair tussen de opdrachtgever en de producent, en levert een belangrijke bijdrage in de kwaliteitsen kostenbeheersing. De nieuwe LOI-opleiding voor dit vak draait om twee kernelementen: kennis van grafische technieken, en vaardigheden in het inkopen. Dat komt tot uiting in het studieprogramma. De onderhandelingsaspekten komen aan de orde in de vakken: 'Juridische aspekten van de inkoop', 'Kostprijstechnieken' e.d. De meer grafische kanten van het vak zijn terug te vinden in de lessen over drukmiddelen, zetterij en reproduktie, tekstvoorbereiding, kleurenreproduktie, vlakdruk, diepdruk, zeefdruk, rotatiedruk enz. Tijdens twee praktisch/mondelinge lesdagen kunnen de cursisten kennismaken met de praktijk van de grafische techniek. De cursus kan worden afgerond met een diploma.	[1059, 1029, 1301, 1353]
vriest-text2-block	[1078, 427, 1526, 484]
table-row	[1061, 1638, 1299, 1652]
table-cell: 44.0 punten	[1190, 1874, 1244, 1888]
table-row	[808, 2094, 1043, 2108]
vakantie-article	[808, 441, 1043, 1453]
table-cell: Radio Flakkee - De Krijgers	[1061, 1691, 1189, 1705]
poortvliet-article	[1311, 780, 1545, 1758]
table-cell: Team Stekelenburg -	[1061, 1638, 1154, 1651]
wortels-end-left: Dit was mênsenwortels.	[93, 1939, 202, 1953]
table-cell: Quartier Latin -	[1061, 1664, 1131, 1678]
table-cell: Wijnhorst	[1061, 1955, 1106, 1969]
vriest-bold-2: De kleding uit Holland komt er aan!	[1135, 470, 1317, 484]
column-divider	[801, 169, 802, 2236]
loi-article	[1059, 779, 1301, 1557]
table-row	[1061, 1804, 1299, 1817]
table-row	[1061, 2022, 1299, 2036]
samenkomst-rule	[322, 587, 548, 589]
table-cell: Offerhaus	[1061, 2009, 1106, 2022]
table-cell	[1269, 1749, 1299, 1763]
table-row	[808, 2081, 1043, 2095]
table-cell: Watersport 2	[1061, 2022, 1118, 2036]
table-row	[1061, 1817, 1299, 1830]
